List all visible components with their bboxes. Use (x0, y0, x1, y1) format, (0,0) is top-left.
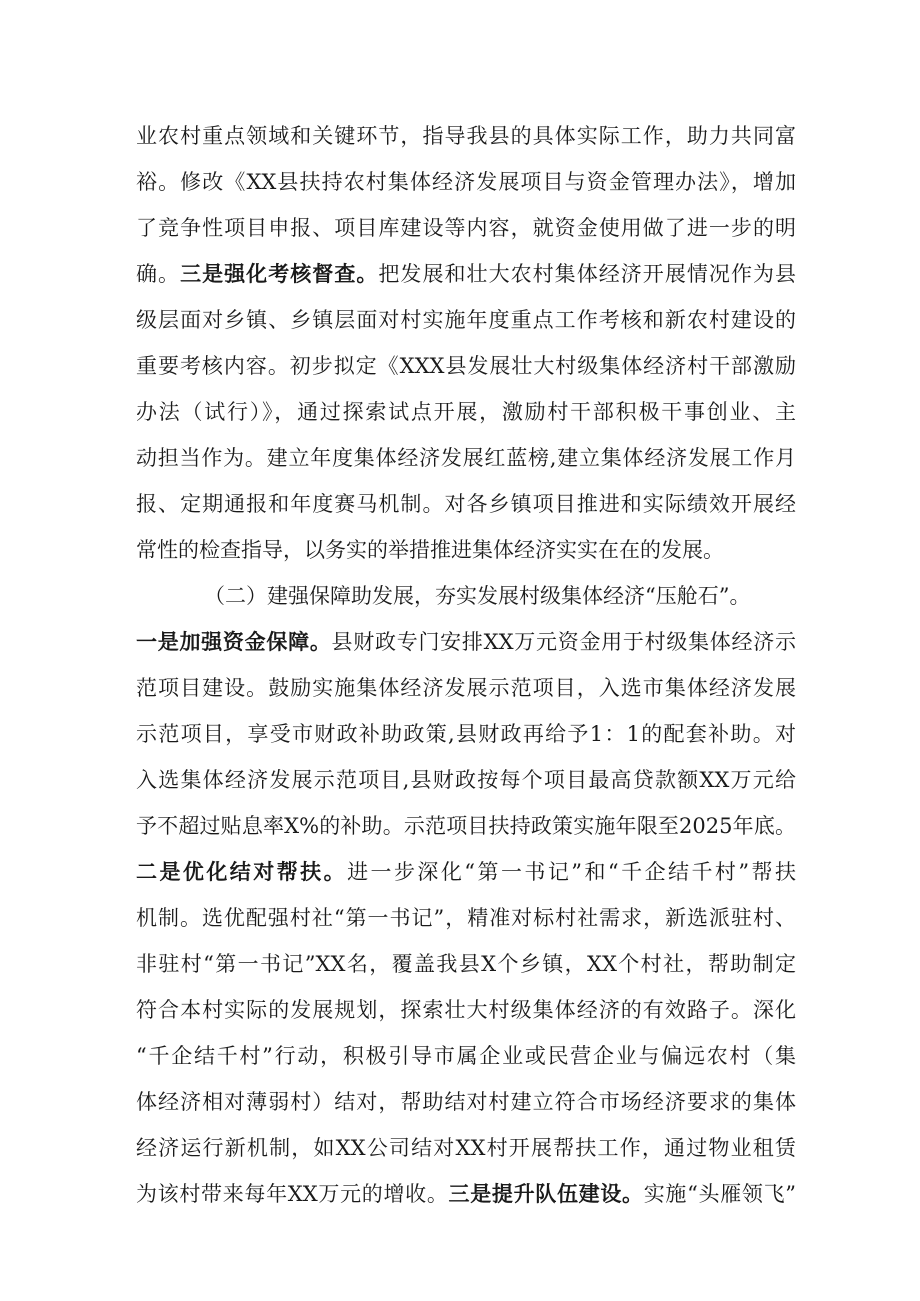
paragraph-line (136, 348, 796, 384)
text-segment: 级层面对乡镇、乡镇层面对村实施年度重点工作考核和新农村建设的 (136, 308, 796, 332)
text-segment: 体经济相对薄弱村）结对，帮助结对村建立符合市场经济要求的集体 (136, 1090, 796, 1114)
bold-heading-segment: 一是加强资金保障。 (136, 629, 332, 654)
text-segment: 实施“头雁领飞” (643, 1182, 796, 1206)
paragraph-line (136, 716, 796, 752)
text-segment: 报、定期通报和年度赛马机制。对各乡镇项目推进和实际绩效开展经 (136, 492, 796, 516)
paragraph-line (136, 302, 796, 338)
paragraph-line (136, 164, 796, 200)
text-segment: 符合本村实际的发展规划，探索壮大村级集体经济的有效路子。深化 (136, 998, 796, 1022)
text-segment: 入选集体经济发展示范项目,县财政按每个项目最高贷款额XX万元给 (136, 768, 796, 792)
text-segment: 范项目建设。鼓励实施集体经济发展示范项目，入选市集体经济发展 (136, 676, 796, 700)
bold-heading-segment: 三是提升队伍建设。 (448, 1181, 644, 1206)
text-segment: 为该村带来每年XX万元的增收。 (136, 1182, 449, 1206)
paragraph-line (136, 670, 796, 706)
paragraph-line (136, 1084, 796, 1120)
paragraph-line (136, 210, 796, 246)
paragraph-line (136, 900, 796, 936)
bold-heading-segment: 二是优化结对帮扶。 (136, 859, 348, 884)
section-heading-line (204, 578, 796, 614)
text-segment: 非驻村“第一书记”XX名，覆盖我县X个乡镇，XX个村社，帮助制定 (136, 952, 796, 976)
paragraph-line (136, 440, 796, 476)
text-segment: 了竞争性项目申报、项目库建设等内容，就资金使用做了进一步的明 (136, 216, 796, 240)
paragraph-line (136, 118, 796, 154)
text-segment: 机制。选优配强村社“第一书记”，精准对标村社需求，新选派驻村、 (136, 906, 796, 930)
text-segment: 确。 (136, 262, 181, 286)
paragraph-line (136, 394, 796, 430)
paragraph-line (136, 256, 796, 292)
text-segment: 示范项目，享受市财政补助政策,县财政再给予1：1的配套补助。对 (136, 722, 796, 746)
paragraph-line (136, 946, 796, 982)
paragraph-line (136, 624, 796, 660)
paragraph-line (136, 1038, 796, 1074)
text-segment: 办法（试行）》，通过探索试点开展，激励村干部积极干事创业、主 (136, 400, 796, 424)
paragraph-line (136, 532, 796, 568)
text-segment: 业农村重点领域和关键环节，指导我县的具体实际工作，助力共同富 (136, 124, 796, 148)
text-segment: 进一步深化“第一书记”和“千企结千村”帮扶 (347, 860, 797, 884)
text-segment: 经济运行新机制，如XX公司结对XX村开展帮扶工作，通过物业租赁 (136, 1136, 796, 1160)
paragraph-line (136, 762, 796, 798)
section-heading: （二）建强保障助发展，夯实发展村级集体经济“压舱石”。 (204, 584, 751, 608)
paragraph-line (136, 808, 796, 844)
text-segment: 常性的检查指导，以务实的举措推进集体经济实实在在的发展。 (136, 538, 724, 562)
text-segment: 裕。修改《XX县扶持农村集体经济发展项目与资金管理办法》，增加 (136, 170, 796, 194)
paragraph-line (136, 486, 796, 522)
text-segment: “千企结千村”行动，积极引导市属企业或民营企业与偏远农村（集 (136, 1044, 796, 1068)
paragraph-line (136, 1130, 796, 1166)
text-segment: 动担当作为。建立年度集体经济发展红蓝榜,建立集体经济发展工作月 (136, 446, 796, 470)
text-segment: 重要考核内容。初步拟定《XXX县发展壮大村级集体经济村干部激励 (136, 354, 796, 378)
bold-heading-segment: 三是强化考核督查。 (180, 261, 379, 286)
text-segment: 予不超过贴息率X%的补助。示范项目扶持政策实施年限至2025年底。 (136, 814, 796, 838)
paragraph-line (136, 854, 796, 890)
text-segment: 县财政专门安排XX万元资金用于村级集体经济示 (331, 630, 796, 654)
paragraph-line (136, 1176, 796, 1212)
text-segment: 把发展和壮大农村集体经济开展情况作为县 (378, 262, 797, 286)
paragraph-line (136, 992, 796, 1028)
